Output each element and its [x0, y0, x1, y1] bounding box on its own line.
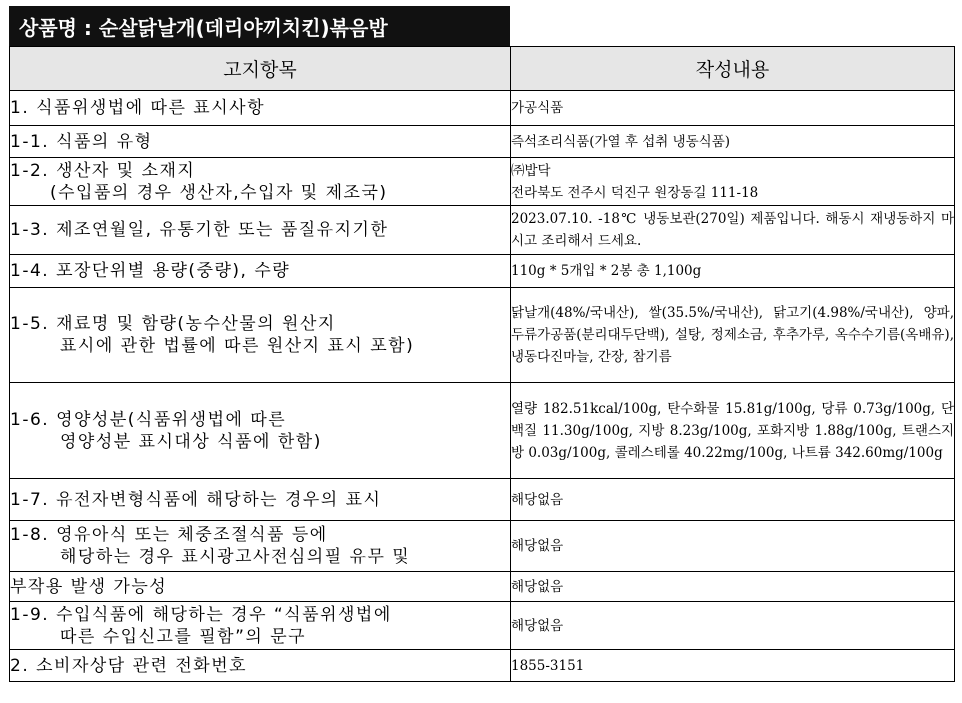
- row-label: 1-7. 유전자변형식품에 해당하는 경우의 표시: [10, 479, 511, 521]
- row-label-line1: 1-6. 영양성분(식품위생법에 따른: [10, 409, 287, 430]
- header-item: 고지항목: [10, 47, 511, 91]
- row-value: 즉석조리식품(가열 후 섭취 냉동식품): [511, 126, 955, 158]
- row-value: 해당없음: [511, 602, 955, 650]
- table-row: [10, 479, 955, 521]
- row-label: [10, 521, 511, 572]
- table-row: [10, 383, 955, 479]
- table-row: [10, 158, 955, 206]
- row-label: 1. 식품위생법에 따른 표시사항: [10, 91, 511, 126]
- row-label: 부작용 발생 가능성: [10, 572, 511, 602]
- row-value: 1855-3151: [511, 650, 955, 682]
- row-label-line1: 1-5. 재료명 및 함량(농수산물의 원산지: [10, 314, 336, 334]
- row-value: 해당없음: [511, 479, 955, 521]
- table-header-row: [10, 47, 955, 91]
- row-value: 가공식품: [511, 91, 955, 126]
- row-label: [10, 602, 511, 650]
- row-value: [511, 158, 955, 206]
- row-label: [10, 158, 511, 206]
- table-row: [10, 572, 955, 602]
- table-row: [10, 91, 955, 126]
- row-label-line2: 영양성분 표시대상 식품에 한함): [60, 431, 322, 452]
- row-label: [10, 383, 511, 479]
- product-title: 상품명 : 순살닭날개(데리야끼치킨)볶음밥: [9, 6, 510, 46]
- row-value: 닭날개(48%/국내산), 쌀(35.5%/국내산), 닭고기(4.98%/국내산), 양파, 두류가공품(분리대두단백), 설탕, 정제소금, 후추가루, 옥수수기름(옥배유), 냉동다진마늘, 간장, 참기름: [511, 288, 955, 383]
- row-label-line1: 1-2. 생산자 및 소재지: [10, 160, 196, 181]
- product-info-table: [9, 46, 955, 682]
- row-label-line2: 표시에 관한 법률에 따른 원산지 표시 포함): [60, 336, 415, 356]
- table-row: [10, 602, 955, 650]
- row-label: 2. 소비자상담 관련 전화번호: [10, 650, 511, 682]
- table-row: [10, 521, 955, 572]
- row-value: 2023.07.10. -18℃ 냉동보관(270일) 제품입니다. 해동시 재냉동하지 마시고 조리해서 드세요.: [511, 206, 955, 255]
- row-label-line1: 1-9. 수입식품에 해당하는 경우 “식품위생법에: [10, 604, 392, 625]
- row-label: 1-1. 식품의 유형: [10, 126, 511, 158]
- row-value: 해당없음: [511, 521, 955, 572]
- table-row: [10, 650, 955, 682]
- row-label-line2: 해당하는 경우 표시광고사전심의필 유무 및: [60, 547, 411, 567]
- row-label: [10, 288, 511, 383]
- table-row: [10, 206, 955, 255]
- table-row: [10, 288, 955, 383]
- header-content: 작성내용: [511, 47, 955, 91]
- row-label-line2: (수입품의 경우 생산자,수입자 및 제조국): [50, 182, 388, 203]
- row-value: 열량 182.51kcal/100g, 탄수화물 15.81g/100g, 당류 0.73g/100g, 단백질 11.30g/100g, 지방 8.23g/100g, 포화지방 1.88g/100g, 트랜스지방 0.03g/100g, 콜레스테롤 40.22mg/100g, 나트륨 342.60mg/100g: [511, 383, 955, 479]
- row-label: 1-4. 포장단위별 용량(중량), 수량: [10, 255, 511, 288]
- row-value: 110g * 5개입 * 2봉 총 1,100g: [511, 255, 955, 288]
- table-row: [10, 255, 955, 288]
- row-label-line2: 따른 수입신고를 필함”의 문구: [60, 626, 307, 647]
- row-label-line1: 1-8. 영유아식 또는 체중조절식품 등에: [10, 525, 328, 545]
- row-value: 해당없음: [511, 572, 955, 602]
- row-value-line1: ㈜밥닥: [511, 162, 551, 179]
- row-value-line2: 전라북도 전주시 덕진구 원장동길 111-18: [511, 184, 759, 201]
- row-label: 1-3. 제조연월일, 유통기한 또는 품질유지기한: [10, 206, 511, 255]
- table-row: [10, 126, 955, 158]
